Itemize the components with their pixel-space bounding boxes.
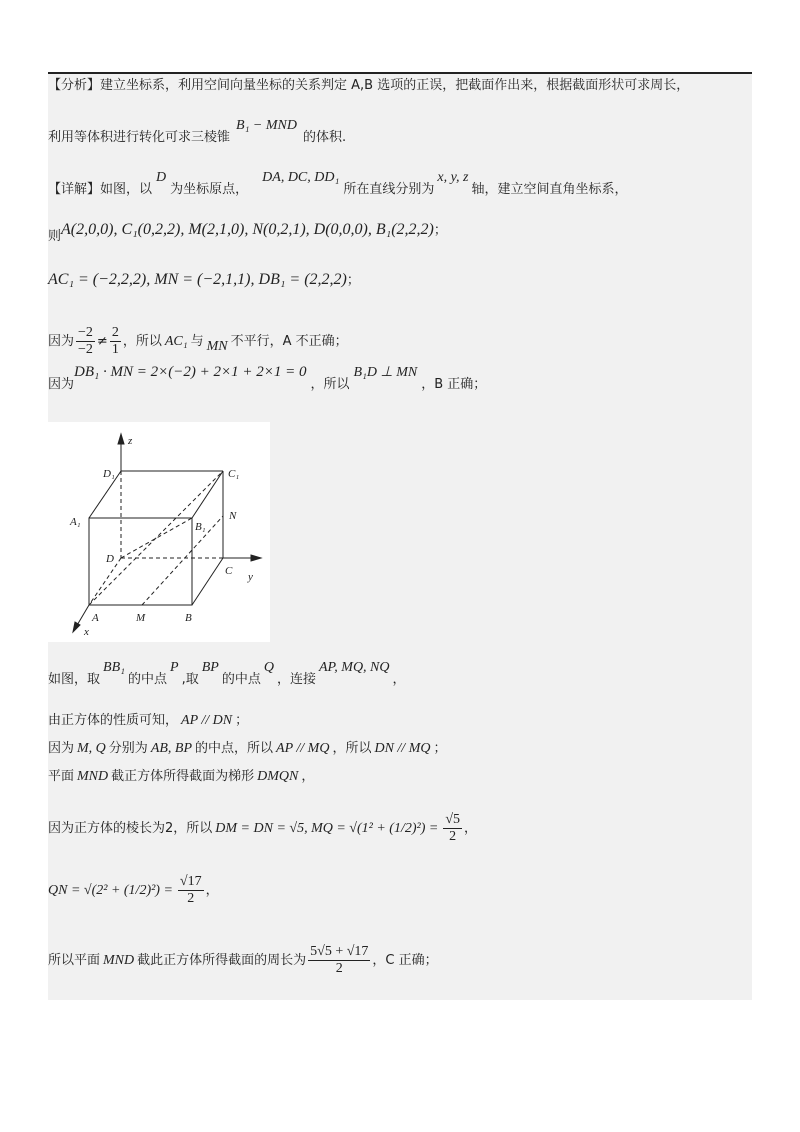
text: ； (433, 741, 447, 756)
text: 因为 (48, 334, 75, 349)
label-a: A (92, 612, 99, 624)
label-z: z (128, 435, 133, 447)
text: ，连接 (276, 672, 316, 687)
label-m: M (136, 612, 146, 624)
label-d1: D₁ (103, 468, 115, 480)
math: P (170, 660, 179, 675)
math: AP // MQ (276, 741, 330, 756)
numerator: 2 (111, 325, 119, 340)
analysis-line-1 (48, 78, 689, 94)
math: AB, BP (150, 741, 193, 756)
denominator: 1 (111, 342, 119, 357)
math: AP // DN (181, 713, 233, 728)
text: 的中点 (128, 672, 168, 687)
math: BP (201, 660, 219, 675)
denominator: −2 (78, 342, 93, 357)
text: ，B 正确； (421, 377, 487, 392)
text: 的体积. (303, 130, 347, 145)
text: 则 (48, 229, 62, 244)
math: B₁ − MND (236, 118, 297, 133)
text: 分别为 (108, 741, 148, 756)
text: 为坐标原点， (170, 182, 249, 197)
text: ≠ (96, 334, 108, 349)
text: ； (346, 273, 360, 288)
math: DMQN (257, 769, 299, 784)
denominator: 2 (335, 961, 343, 976)
text: 所在直线分别为 (343, 182, 435, 197)
edge-length-line (48, 812, 477, 845)
label-a1: A₁ (70, 516, 81, 528)
text: 【详解】如图，以 (48, 182, 153, 197)
text: ， (464, 821, 478, 836)
math: Q (263, 660, 274, 675)
numerator: −2 (78, 325, 93, 340)
perimeter-line (48, 944, 438, 977)
math: DB₁ · MN = 2×(−2) + 2×1 + 2×1 = 0 (74, 364, 307, 380)
fraction (443, 812, 462, 845)
math: B₁D ⊥ MN (353, 365, 418, 380)
text: 的中点 (221, 672, 261, 687)
text: ，所以 (332, 741, 372, 756)
math: x, y, z (437, 170, 469, 185)
text: ， (205, 883, 219, 898)
math: DM = DN = √5, MQ = √(1² + (1/2)²) = (215, 821, 439, 836)
text: 轴，建立空间直角坐标系， (471, 182, 628, 197)
option-a-line (48, 325, 348, 358)
math: MND (77, 769, 109, 784)
property-line (48, 713, 248, 729)
text: ； (235, 713, 249, 728)
math: AC₁ (164, 334, 188, 349)
denominator: 2 (449, 829, 457, 844)
math: M, Q (77, 741, 106, 756)
text: 利用等体积进行转化可求三棱锥 (48, 130, 231, 145)
coordinates-line (48, 221, 447, 244)
text: ， (301, 769, 315, 784)
text: ,取 (181, 672, 199, 687)
midpoint-line (48, 741, 446, 757)
text: 截正方体所得截面为梯形 (111, 769, 255, 784)
construction-line (48, 660, 406, 688)
detail-line-1 (48, 170, 628, 198)
math: DN // MQ (374, 741, 431, 756)
math: AC₁ = (−2,2,2), MN = (−2,1,1), DB₁ = (2,2,2) (48, 271, 347, 288)
text: 如图，取 (48, 672, 101, 687)
math: BB₁ (103, 660, 125, 675)
text: 【分析】建立坐标系，利用空间向量坐标的关系判定 A,B 选项的正误，把截面作出来，根据截面形状可求周长， (48, 78, 690, 93)
fraction (178, 874, 204, 907)
label-b: B (185, 612, 192, 624)
label-d: D (106, 553, 114, 565)
text: ； (433, 223, 447, 238)
section-line (48, 769, 314, 785)
text: 平面 (48, 769, 75, 784)
text: 因为 (48, 377, 75, 392)
numerator: √17 (179, 874, 202, 889)
text: 因为正方体的棱长为2，所以 (48, 821, 213, 836)
cube-figure (48, 422, 270, 642)
fraction (110, 325, 121, 358)
text: 的中点，所以 (195, 741, 274, 756)
math: D (156, 170, 167, 185)
label-c: C (225, 565, 233, 577)
text: 因为 (48, 741, 75, 756)
label-y: y (248, 571, 253, 583)
label-x: x (84, 626, 89, 638)
text: ，所以 (310, 377, 350, 392)
axes (73, 434, 261, 632)
label-n: N (229, 510, 237, 522)
text: 所以平面 (48, 953, 101, 968)
vectors-line (48, 272, 360, 289)
fraction (76, 325, 95, 358)
math: QN = √(2² + (1/2)²) = (48, 883, 173, 898)
math: MN (206, 339, 228, 354)
hidden-edges (89, 471, 223, 605)
fraction (308, 944, 370, 977)
math: DA, DC, DD₁ (262, 170, 340, 185)
qn-line (48, 874, 219, 907)
text: ，所以 (122, 334, 162, 349)
text: ，C 正确； (372, 953, 438, 968)
label-c1: C₁ (228, 468, 240, 480)
denominator: 2 (187, 891, 195, 906)
numerator: √5 (445, 812, 460, 827)
text: 不平行，A 不正确； (230, 334, 348, 349)
label-b1: B₁ (195, 521, 206, 533)
math: MND (103, 953, 135, 968)
math: AP, MQ, NQ (318, 660, 390, 675)
option-b-line (48, 364, 487, 393)
numerator: 5√5 + √17 (310, 944, 369, 959)
text: ， (392, 672, 406, 687)
text: 与 (190, 334, 204, 349)
math: A(2,0,0), C₁(0,2,2), M(2,1,0), N(0,2,1), D(0,0,0), B₁(2,2,2) (61, 221, 434, 238)
text: 截此正方体所得截面的周长为 (137, 953, 307, 968)
analysis-line-2 (48, 118, 347, 146)
text: 由正方体的性质可知， (48, 713, 179, 728)
